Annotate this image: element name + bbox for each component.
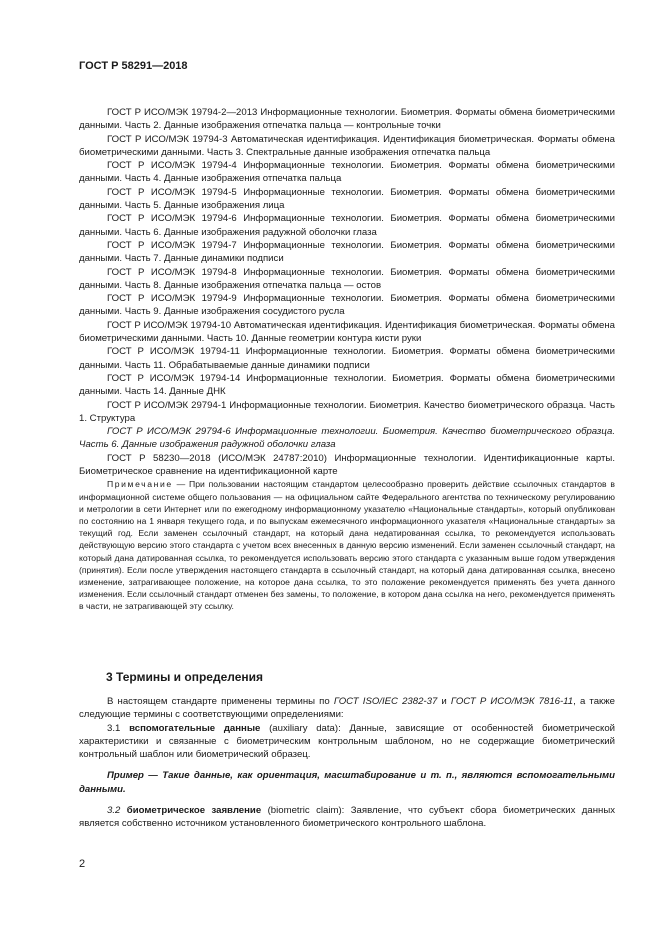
note-text: — При пользовании настоящим стандартом целесообразно проверить действие ссылочных стандартов в информационной системе общего пользования — на официальном сайте Федерального агентства по техническому регулированию и метрологии в сети Интернет или по ежегодному информационному указателю «Национальные стандарты», который опубликован по состоянию на 1 января текущего года, и по выпускам ежемесячного информационного указателя «Национальные стандарты» за текущий год. Если заменен ссылочный стандарт, на который дана недатированная ссылка, то рекомендуется использовать действующую версию этого стандарта с учетом всех внесенных в данную версию изменений. Если заменен ссылочный стандарт, на который дана датированная ссылка, то рекомендуется использовать версию этого стандарта с указанным выше годом утверждения (принятия). Если после утверждения настоящего стандарта в ссылочный стандарт, на который дана датированная ссылка, внесено изменение, затрагивающее положение, на которое дана ссылка, то это положение рекомендуется применять без учета данного изменения. Если ссылочный стандарт отменен без замены, то положение, в котором дана ссылка на него, рекомендуется применять в части, не затрагивающей эту ссылку.: [79, 479, 615, 612]
page-number: 2: [79, 858, 86, 870]
term-number: 3.1: [107, 722, 121, 734]
example: Пример — Такие данные, как ориентация, масштабирование и т. п., являются вспомогательными данными.: [79, 770, 615, 795]
term-number: 3.2: [107, 805, 121, 817]
reference-item: ГОСТ Р ИСО/МЭК 19794-4 Информационные технологии. Биометрия. Форматы обмена биометрическими данными. Часть 4. Данные изображения отпечатка пальца: [79, 160, 615, 185]
intro-text-end: , а также следующие термины с соответствующими определениями:: [79, 696, 615, 721]
reference-item: ГОСТ Р ИСО/МЭК 19794-3 Автоматическая идентификация. Идентификация биометрическая. Форматы обмена биометрическими данными. Часть 3. Спектральные данные изображения отпечатка пальца: [79, 133, 615, 158]
intro-ref-1: ГОСТ ISO/IEC 2382-37: [333, 696, 438, 707]
reference-item: ГОСТ Р ИСО/МЭК 19794-14 Информационные технологии. Биометрия. Форматы обмена биометрическими данными. Часть 14. Данные ДНК: [79, 372, 615, 398]
reference-item: ГОСТ Р ИСО/МЭК 29794-1 Информационные технологии. Биометрия. Качество биометрического образца. Часть 1. Структура: [79, 399, 615, 424]
reference-item: ГОСТ Р ИСО/МЭК 19794-5 Информационные технологии. Биометрия. Форматы обмена биометрическими данными. Часть 5. Данные изображения лица: [79, 186, 615, 212]
term-definition: (auxiliary data): Данные, зависящие от особенностей биометрической характеристики и связанные с биометрическим контрольным шаблоном, но не содержащие биометрический контрольный шаблон или биометрический образец.: [79, 722, 616, 761]
section-title: 3 Термины и определения: [106, 670, 264, 684]
term-definition: (biometric claim): Заявление, что субъект сбора биометрических данных является собственно источником установленного биометрического контрольного шаблона.: [79, 805, 616, 830]
document-header: ГОСТ Р 58291—2018: [79, 60, 188, 72]
reference-item: ГОСТ Р ИСО/МЭК 19794-2—2013 Информационные технологии. Биометрия. Форматы обмена биометрическими данными. Часть 2. Данные изображения отпечатка пальца — контрольные точки: [79, 107, 615, 132]
reference-item: ГОСТ Р ИСО/МЭК 19794-9 Информационные технологии. Биометрия. Форматы обмена биометрическими данными. Часть 9. Данные изображения сосудистого русла: [79, 293, 615, 318]
intro-ref-2: ГОСТ Р ИСО/МЭК 7816-11: [450, 696, 574, 707]
intro-paragraph: [79, 695, 615, 722]
term-name: вспомогательные данные: [129, 722, 261, 734]
reference-item: ГОСТ Р ИСО/МЭК 29794-6 Информационные технологии. Биометрия. Качество биометрического образца. Часть 6. Данные изображения радужной оболочки глаза: [79, 426, 615, 451]
term-3-2: [79, 804, 615, 831]
intro-text-mid: и: [437, 696, 451, 707]
reference-item: ГОСТ Р ИСО/МЭК 19794-6 Информационные технологии. Биометрия. Форматы обмена биометрическими данными. Часть 6. Данные изображения радужной оболочки глаза: [79, 213, 615, 238]
reference-item: ГОСТ Р ИСО/МЭК 19794-8 Информационные технологии. Биометрия. Форматы обмена биометрическими данными. Часть 8. Данные изображения отпечатка пальца — остов: [79, 266, 615, 291]
reference-item: ГОСТ Р ИСО/МЭК 19794-7 Информационные технологии. Биометрия. Форматы обмена биометрическими данными. Часть 7. Данные динамики подписи: [79, 239, 615, 265]
normative-references: [79, 106, 615, 613]
reference-item: ГОСТ Р 58230—2018 (ИСО/МЭК 24787:2010) Информационные технологии. Идентификационные карты. Биометрическое сравнение на идентификационной карте: [79, 452, 615, 478]
reference-item: ГОСТ Р ИСО/МЭК 19794-10 Автоматическая идентификация. Идентификация биометрическая. Форматы обмена биометрическими данными. Часть 10. Данные геометрии контура кисти руки: [79, 319, 615, 345]
section-body: [79, 695, 615, 831]
note-label: Примечание: [107, 479, 173, 490]
intro-text: В настоящем стандарте применены термины по: [107, 696, 334, 707]
term-name: биометрическое заявление: [126, 805, 262, 817]
reference-item: ГОСТ Р ИСО/МЭК 19794-11 Информационные технологии. Биометрия. Форматы обмена биометрическими данными. Часть 11. Обрабатываемые данные динамики подписи: [79, 346, 615, 371]
note-paragraph: [79, 478, 615, 612]
term-3-1: [79, 722, 615, 762]
